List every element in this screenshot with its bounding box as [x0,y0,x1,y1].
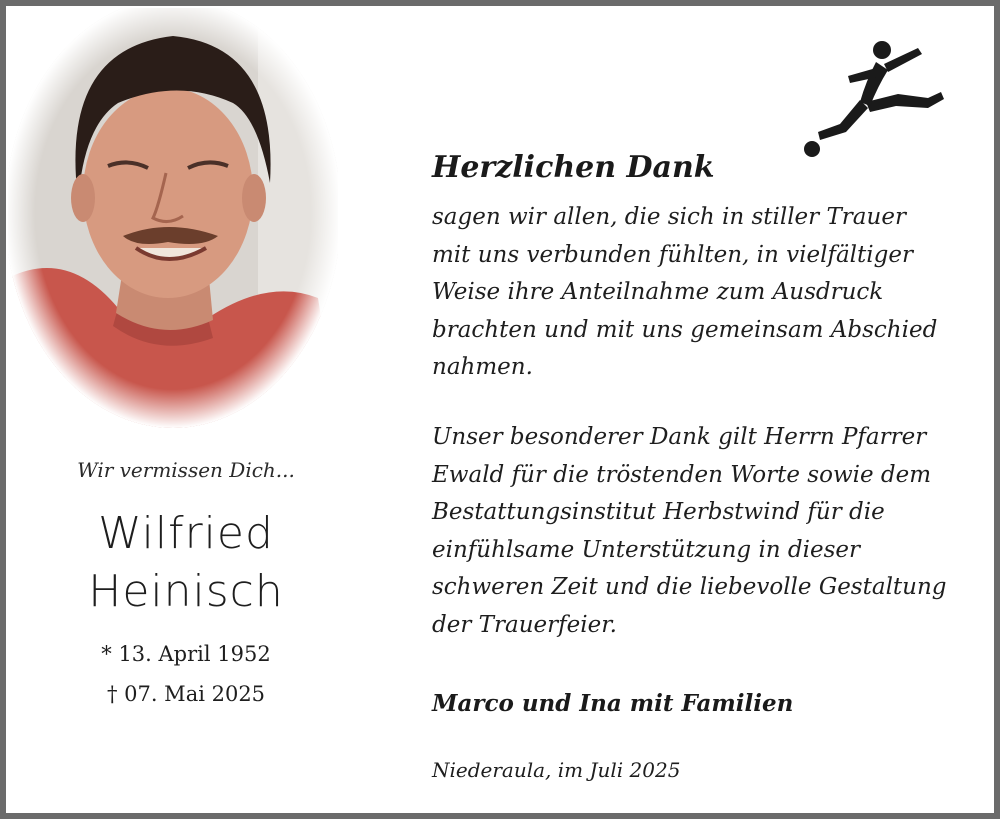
deceased-last-name: Heinisch [88,566,284,617]
text-line: nahmen. [432,354,533,380]
death-date: † 07. Mai 2025 [106,682,266,706]
text-line: Ewald für die tröstenden Worte sowie dem [432,461,932,488]
thanks-paragraph-2 [432,419,982,644]
text-line: schweren Zeit und die liebevolle Gestaltung [432,574,947,600]
text-line: brachten und mit uns gemeinsam Abschied [432,316,938,343]
text-line: mit uns verbunden fühlten, in vielfältiger [432,241,913,268]
text-line: Weise ihre Anteilnahme zum Ausdruck [432,279,884,305]
text-line: sagen wir allen, die sich in stiller Trauer [432,204,906,230]
place-date: Niederaula, im Juli 2025 [432,758,681,782]
deceased-first-name: Wilfried [98,508,274,559]
thanks-paragraph-1 [432,199,982,387]
family-signature: Marco und Ina mit Familien [432,690,794,717]
text-line: Bestattungsinstitut Herbstwind für die [432,499,885,525]
text-line: Unser besonderer Dank gilt Herrn Pfarrer [432,424,927,450]
soccer-player-icon [796,36,946,166]
thanks-heading: Herzlichen Dank [432,150,715,185]
text-line: der Trauerfeier. [432,611,617,638]
birth-date: * 13. April 1952 [101,642,271,666]
text-line: einfühlsame Unterstützung in dieser [432,536,861,563]
portrait-photo [8,8,338,428]
memorial-phrase: Wir vermissen Dich... [77,458,295,482]
